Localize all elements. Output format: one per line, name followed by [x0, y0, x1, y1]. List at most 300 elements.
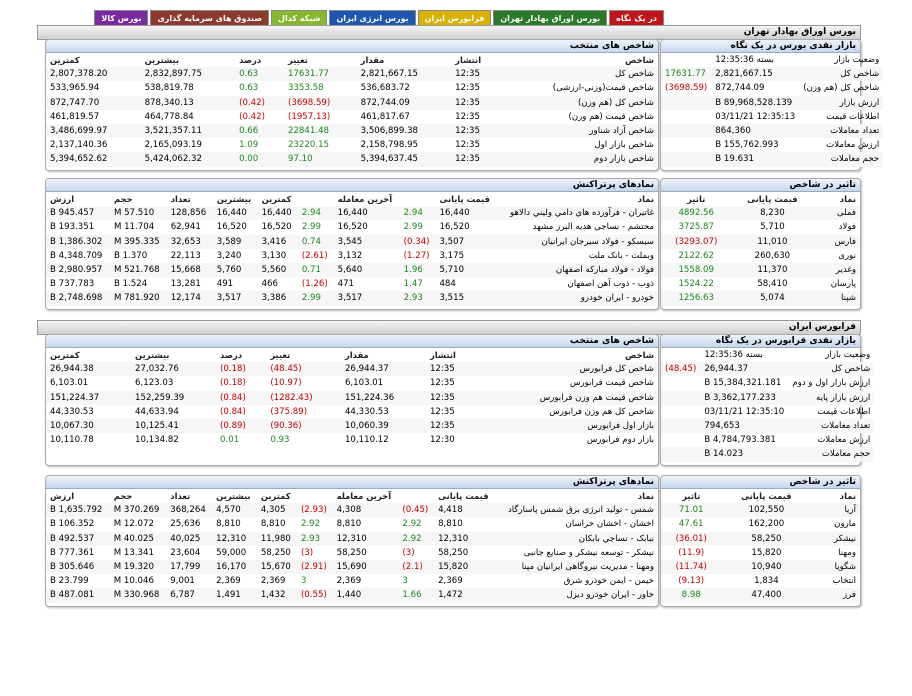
active-cell: 2.92: [402, 519, 422, 530]
impact-cell[interactable]: فولاد: [838, 222, 856, 233]
indices-cell: (3698.59): [284, 96, 357, 110]
impact-cell: 47.61: [678, 519, 704, 530]
indices-cell: شاخص قیمت فرابورس: [570, 378, 654, 389]
active-cell: 3,517: [334, 291, 400, 305]
summary-change: [661, 348, 700, 362]
impact-cell: 3725.87: [678, 222, 714, 233]
summary-row: [661, 447, 874, 461]
active-cell[interactable]: نبابک - نساجي بابكان: [496, 532, 658, 546]
indices-cell: 152,259.39: [131, 391, 216, 405]
active-col-header: آخرین معامله: [336, 491, 392, 502]
active-cell: 3: [300, 576, 307, 587]
impact-cell: 4892.56: [661, 206, 731, 220]
active-cell: 370.269 M: [110, 503, 167, 517]
indices-cell: 12:35: [451, 67, 500, 81]
summary-value: بسته 12:35:36: [715, 55, 774, 66]
indices-col-header: درصد: [220, 350, 243, 361]
active-cell: 15,670: [257, 560, 297, 574]
impact-row: [661, 220, 860, 234]
active-cell: 0.74: [298, 235, 334, 249]
indices-cell: 23220.15: [288, 140, 330, 151]
active-cell[interactable]: فولاد - فولاد مبارکه اصفهان: [497, 263, 658, 277]
tse-active-title: نمادهای پرتراکنش: [46, 179, 658, 192]
indices-cell: شاخص قیمت هم وزن فرابورس: [476, 391, 658, 405]
indices-cell: 872,747.70: [46, 96, 141, 110]
summary-label: ارزش بازار اول و دوم: [792, 378, 871, 389]
active-cell: (0.55): [297, 588, 333, 602]
active-row: [46, 235, 658, 249]
indices-cell: 12:35: [455, 140, 480, 151]
active-cell: 2,980.957 B: [46, 263, 110, 277]
summary-label: حجم معاملات: [788, 447, 874, 461]
indices-cell: 2,158,798.95: [360, 140, 419, 151]
active-cell: 2.94: [400, 206, 436, 220]
active-cell: 15,668: [167, 263, 213, 277]
ifb-active-table: [46, 489, 658, 603]
active-col-header: قیمت پایانی: [439, 194, 490, 205]
impact-row: [661, 277, 860, 291]
active-cell: 2.92: [300, 519, 321, 530]
active-cell[interactable]: خاور - ایران خودرو دیزل: [496, 588, 658, 602]
active-cell: 4,348.709 B: [50, 250, 103, 261]
indices-cell: 536,683.72: [360, 83, 410, 94]
indices-cell: 12:35: [429, 378, 455, 389]
impact-cell[interactable]: ومهنا: [838, 547, 856, 558]
active-row: [46, 206, 658, 220]
active-cell: 466: [261, 279, 278, 290]
active-cell: 781.920 M: [110, 291, 167, 305]
active-cell: (1.26): [301, 279, 328, 290]
indices-cell: 533,965.94: [50, 83, 100, 94]
summary-change: [661, 124, 711, 138]
active-cell: 58,250: [438, 547, 469, 558]
active-cell: 13,281: [170, 279, 201, 290]
active-cell: 16,440: [258, 206, 298, 220]
active-col-header: بیشترین: [216, 491, 251, 502]
indices-cell: شاخص آزاد شناور: [500, 124, 658, 138]
active-cell: 17,799: [166, 560, 212, 574]
impact-cell: 260,630: [754, 250, 791, 261]
active-cell[interactable]: نیشکر - توسعه نیشکر و صنایع جانبی: [523, 547, 654, 558]
impact-cell[interactable]: انتخاب: [832, 576, 856, 587]
active-cell[interactable]: ذوب - ذوب آهن اصفهان: [567, 279, 654, 290]
active-cell: 10.046 M: [113, 576, 154, 587]
active-cell: 106.352 B: [50, 519, 95, 530]
active-row: [46, 291, 658, 305]
indices-cell: (0.18): [220, 378, 246, 389]
active-col-header: نماد: [637, 491, 654, 502]
indices-row: [46, 152, 658, 166]
active-row: [46, 517, 658, 531]
indices-cell: 5,394,652.62: [46, 152, 141, 166]
active-cell: 2.92: [398, 532, 434, 546]
impact-col-header: تاثیر: [682, 491, 701, 502]
summary-change: (3698.59): [665, 83, 708, 94]
active-cell: 471: [337, 279, 355, 290]
tse-summary-table: [661, 53, 883, 167]
tab-1[interactable]: بورس اوراق بهادار تهران: [493, 10, 607, 26]
tse-summary-panel: [660, 39, 880, 171]
indices-cell: 5,424,062.32: [141, 152, 236, 166]
indices-cell: 5,394,637.45: [357, 152, 452, 166]
impact-row: [661, 517, 860, 531]
active-cell: 58,250: [336, 547, 367, 558]
summary-change: (48.45): [661, 362, 700, 376]
active-row: [46, 546, 658, 560]
impact-cell[interactable]: شگویا: [811, 560, 860, 574]
tab-4[interactable]: شبکه کدال: [271, 10, 327, 26]
indices-col-header: تغییر: [288, 55, 308, 66]
active-cell: 13.341 M: [113, 547, 154, 558]
impact-header: [661, 192, 860, 206]
tse-impact-title: تاثیر در شاخص: [661, 179, 860, 192]
active-cell: 16,520: [216, 222, 247, 233]
active-cell: 12,174: [167, 291, 213, 305]
active-cell: 2.99: [298, 291, 334, 305]
active-cell: 5,560: [258, 263, 298, 277]
ifb-summary-title: بازار نقدی فرابورس در یک نگاه: [661, 335, 860, 348]
active-cell[interactable]: وبملت - بانک ملت: [588, 250, 654, 261]
impact-cell[interactable]: آریا: [811, 503, 860, 517]
ifb-summary-table: [661, 348, 874, 462]
impact-cell[interactable]: مارون: [834, 519, 856, 530]
active-cell: (1.27): [403, 250, 430, 261]
active-col-header: [400, 192, 436, 206]
summary-label: ارزش معاملات: [826, 140, 880, 151]
active-cell: 4,308: [333, 503, 399, 517]
summary-label: شاخص کل: [799, 67, 883, 81]
active-cell[interactable]: ومهنا - مدیریت نیروگاهی ایرانیان مپنا: [496, 560, 658, 574]
active-cell: 32,653: [167, 235, 213, 249]
active-cell: 16,440: [435, 206, 497, 220]
indices-cell: 2,832,897.75: [141, 67, 236, 81]
summary-row: [661, 96, 883, 110]
indices-cell: 0.01: [220, 435, 240, 446]
impact-col-header: قیمت پایانی: [747, 194, 798, 205]
indices-cell: 6,103.01: [50, 378, 89, 389]
active-cell: 11,980: [257, 532, 297, 546]
active-cell[interactable]: شمس - تولید انرژی برق شمس پاسارگاد: [496, 503, 658, 517]
indices-col-header: درصد: [239, 55, 262, 66]
indices-cell: (375.89): [270, 406, 308, 417]
indices-row: [46, 419, 658, 433]
indices-row: [46, 405, 658, 419]
summary-change: [661, 419, 700, 433]
summary-label: ارزش معاملات: [817, 435, 871, 446]
impact-cell: 11,370: [731, 263, 813, 277]
active-col-header: کمترین: [260, 491, 291, 502]
active-cell: 3,175: [439, 250, 465, 261]
active-cell: 19.320 M: [110, 560, 167, 574]
impact-cell[interactable]: فملی: [813, 206, 860, 220]
indices-cell: 151,224.37: [46, 391, 131, 405]
summary-row: [661, 405, 874, 419]
active-cell: 3,517: [213, 291, 258, 305]
active-cell: 23,604: [170, 547, 201, 558]
summary-value: 4,784,793.381 B: [704, 435, 776, 446]
impact-row: [661, 235, 860, 249]
active-cell: (2.91): [297, 560, 333, 574]
impact-cell[interactable]: شپنا: [813, 291, 860, 305]
active-cell: 8,810: [260, 519, 286, 530]
active-cell: 1.66: [398, 588, 434, 602]
active-cell: 4,418: [434, 503, 496, 517]
active-cell[interactable]: محتشم - نساجی هدیه البرز مشهد: [532, 222, 654, 233]
tab-6[interactable]: بورس کالا: [94, 10, 148, 26]
active-cell: 3,130: [261, 250, 287, 261]
indices-cell: 151,224.36: [341, 391, 426, 405]
indices-col-header: مقدار: [360, 55, 385, 66]
active-cell: 487.081 B: [46, 588, 110, 602]
active-cell: 2,369: [260, 576, 286, 587]
indices-cell: (0.84): [216, 391, 266, 405]
active-cell: 737.783 B: [50, 279, 95, 290]
indices-cell: 12:35: [426, 362, 476, 376]
summary-label: اطلاعات قیمت: [826, 111, 880, 122]
indices-row: [46, 433, 658, 447]
indices-cell: 10,125.41: [131, 419, 216, 433]
summary-label: وضعیت بازار: [825, 350, 871, 361]
impact-row: [661, 263, 860, 277]
active-cell: 1,432: [257, 588, 297, 602]
indices-col-header: بیشترین: [144, 55, 179, 66]
market-tabs: [94, 10, 664, 26]
active-cell: 2,369: [438, 576, 463, 587]
indices-cell: شاخص کل (هم وزن): [500, 96, 658, 110]
active-col-header: آخرین معامله: [337, 194, 393, 205]
indices-col-header: کمترین: [50, 55, 80, 66]
active-cell: 8,810: [438, 519, 463, 530]
active-cell: 1.96: [400, 263, 436, 277]
indices-cell: (1282.43): [266, 391, 341, 405]
summary-value: 19.631 B: [711, 152, 799, 166]
tse-active-table: [46, 192, 658, 306]
impact-cell: 1,834: [754, 576, 779, 587]
impact-cell: 47,400: [721, 588, 811, 602]
impact-cell: 102,550: [721, 503, 811, 517]
tab-3[interactable]: بورس انرژی ایران: [329, 10, 415, 26]
indices-cell: 461,817.67: [360, 111, 410, 122]
active-cell: 22,113: [170, 250, 201, 261]
indices-cell: 10,134.82: [135, 435, 179, 446]
impact-cell[interactable]: نوری: [838, 250, 856, 261]
indices-cell: بازار دوم فرابورس: [586, 435, 654, 446]
impact-cell: (36.01): [661, 532, 721, 546]
indices-cell: (0.89): [216, 419, 266, 433]
indices-cell: 22841.48: [284, 124, 357, 138]
impact-cell: 10,940: [721, 560, 811, 574]
tab-0[interactable]: در یک نگاه: [609, 10, 664, 26]
active-col-header: ارزش: [50, 194, 75, 205]
impact-col-header: نماد: [839, 194, 856, 205]
tab-2[interactable]: فرابورس ایران: [418, 10, 492, 26]
indices-row: [46, 110, 658, 124]
impact-cell[interactable]: وغدیر: [813, 263, 860, 277]
indices-cell: 17631.77: [284, 67, 357, 81]
summary-row: [661, 419, 874, 433]
active-cell: 12,310: [333, 532, 399, 546]
active-cell: 1,440: [333, 588, 399, 602]
summary-row: [661, 67, 883, 81]
active-row: [46, 263, 658, 277]
summary-value: 15,384,321.181 B: [704, 378, 782, 389]
active-cell: 11.704 M: [113, 222, 155, 233]
summary-value: 155,762.993 B: [715, 140, 779, 151]
active-cell[interactable]: خودرو - ایران خودرو: [497, 291, 658, 305]
summary-value: 26,944.37: [700, 362, 788, 376]
impact-cell[interactable]: فرز: [811, 588, 860, 602]
summary-change: [661, 96, 711, 110]
active-cell: 3,132: [337, 250, 363, 261]
indices-cell: شاخص کل فرابورس: [476, 362, 658, 376]
active-header: [46, 192, 658, 206]
impact-cell[interactable]: پارسان: [830, 279, 856, 290]
active-cell: 15,690: [333, 560, 399, 574]
active-cell: 2,748.698 B: [46, 291, 110, 305]
active-cell: 16,520: [439, 222, 470, 233]
active-cell[interactable]: غاتیران - فرآورده هاي دامي وليني دالاهو: [497, 206, 658, 220]
impact-row: [661, 574, 860, 588]
summary-change: 17631.77: [661, 67, 711, 81]
indices-cell: 2,137,140.36: [50, 140, 108, 151]
active-cell: 3,240: [216, 250, 242, 261]
indices-cell: 97.10: [284, 152, 357, 166]
active-col-header: [297, 489, 333, 503]
summary-value: 2,821,667.15: [711, 67, 799, 81]
indices-cell: 2,807,378.20: [46, 67, 141, 81]
indices-cell: 3,521,357.11: [141, 124, 236, 138]
ifb-section: [37, 320, 871, 620]
active-cell: 1.47: [403, 279, 423, 290]
active-row: [46, 560, 658, 574]
active-cell: 305.646 B: [46, 560, 110, 574]
impact-cell: 1256.63: [661, 291, 731, 305]
indices-cell: 872,744.09: [357, 96, 452, 110]
tab-5[interactable]: صندوق های سرمایه گذاری: [150, 10, 269, 26]
indices-cell: (0.42): [239, 111, 265, 122]
impact-row: [661, 291, 860, 305]
summary-value: 14.023 B: [700, 447, 788, 461]
active-cell: 40.025 M: [110, 532, 167, 546]
indices-cell: 538,819.78: [144, 83, 194, 94]
tse-impact-table: [661, 192, 860, 306]
summary-row: [661, 110, 883, 124]
ifb-impact-title: تاثیر در شاخص: [661, 476, 860, 489]
summary-change: [661, 376, 700, 390]
indices-col-header: شاخص: [625, 55, 654, 66]
active-cell: 2,369: [336, 576, 362, 587]
active-cell[interactable]: اخشان - اخشان خراسان: [565, 519, 654, 530]
indices-row: [46, 138, 658, 152]
impact-col-header: تاثیر: [687, 194, 706, 205]
active-cell: (3): [402, 547, 415, 558]
active-col-header: تعداد: [170, 491, 191, 502]
active-cell: 3,515: [435, 291, 497, 305]
indices-cell: 6,103.01: [344, 378, 384, 389]
active-col-header: [398, 489, 434, 503]
active-cell: (2.1): [398, 560, 434, 574]
summary-label: وضعیت بازار: [834, 55, 880, 66]
active-cell: 25,636: [170, 519, 201, 530]
active-cell: 58,250: [260, 547, 291, 558]
indices-cell: (0.42): [235, 96, 284, 110]
active-cell: 330.968 M: [110, 588, 167, 602]
impact-cell: 58,410: [757, 279, 788, 290]
summary-label: تعداد معاملات: [799, 124, 883, 138]
active-cell: 521.768 M: [110, 263, 167, 277]
summary-value: 794,653: [700, 419, 788, 433]
ifb-summary-panel: [660, 334, 871, 466]
indices-cell: 464,778.84: [144, 111, 194, 122]
indices-cell: 3353.58: [288, 83, 324, 94]
tse-summary-title: بازار نقدی بورس در یک نگاه: [661, 40, 860, 53]
active-row: [46, 574, 658, 588]
summary-row: [661, 362, 874, 376]
impact-row: [661, 206, 860, 220]
active-cell: 3,589: [213, 235, 258, 249]
indices-cell: 878,340.13: [141, 96, 236, 110]
summary-value: 89,968,528.139 B: [711, 96, 799, 110]
impact-cell[interactable]: نیشکر: [811, 532, 860, 546]
impact-row: [661, 546, 860, 560]
active-cell: 8,810: [336, 519, 362, 530]
summary-row: [661, 376, 874, 390]
indices-cell: 12:35: [451, 152, 500, 166]
ifb-indices-title: شاخص های منتخب: [46, 335, 658, 348]
ifb-indices-table: [46, 348, 658, 447]
summary-row: [661, 138, 883, 152]
active-row: [46, 588, 658, 602]
indices-cell: 3,506,899.38: [357, 124, 452, 138]
indices-cell: 12:35: [455, 111, 480, 122]
summary-row: [661, 391, 874, 405]
indices-cell: 2,821,667.15: [357, 67, 452, 81]
tse-impact-panel: [660, 178, 861, 310]
indices-cell: 0.00: [235, 152, 284, 166]
active-row: [46, 277, 658, 291]
tse-section-title: بورس اوراق بهادار تهران: [37, 25, 861, 40]
active-cell[interactable]: سیسکو - فولاد سیرجان ایرانیان: [497, 235, 658, 249]
summary-value: 12:35:13 03/11/21: [715, 111, 796, 122]
indices-cell: 10,060.39: [341, 419, 426, 433]
active-cell: 945.457 B: [46, 206, 110, 220]
summary-row: [661, 81, 883, 95]
summary-value: بسته 12:35:36: [704, 350, 763, 361]
indices-cell: 12:35: [426, 419, 476, 433]
summary-row: [661, 348, 874, 362]
active-cell: (0.34): [400, 235, 436, 249]
indices-row: [46, 67, 658, 81]
indices-cell: بازار اول فرابورس: [476, 419, 658, 433]
impact-cell[interactable]: فارس: [813, 235, 860, 249]
ifb-indices-panel: [45, 334, 659, 466]
active-cell: 2.93: [400, 291, 436, 305]
active-cell: 395.335 M: [110, 235, 167, 249]
indices-cell: 0.93: [270, 435, 290, 446]
impact-row: [661, 532, 860, 546]
active-cell: 3,507: [435, 235, 497, 249]
ifb-impact-panel: [660, 475, 861, 607]
active-col-header: نماد: [637, 194, 654, 205]
active-cell: 1.370 B: [113, 250, 148, 261]
indices-col-header: مقدار: [344, 350, 369, 361]
impact-cell: 2122.62: [678, 250, 714, 261]
indices-cell: 461,819.57: [50, 111, 100, 122]
active-cell[interactable]: خیمن - ایمن خودرو شرق: [563, 576, 654, 587]
active-cell: 492.537 B: [46, 532, 110, 546]
impact-row: [661, 588, 860, 602]
active-row: [46, 532, 658, 546]
